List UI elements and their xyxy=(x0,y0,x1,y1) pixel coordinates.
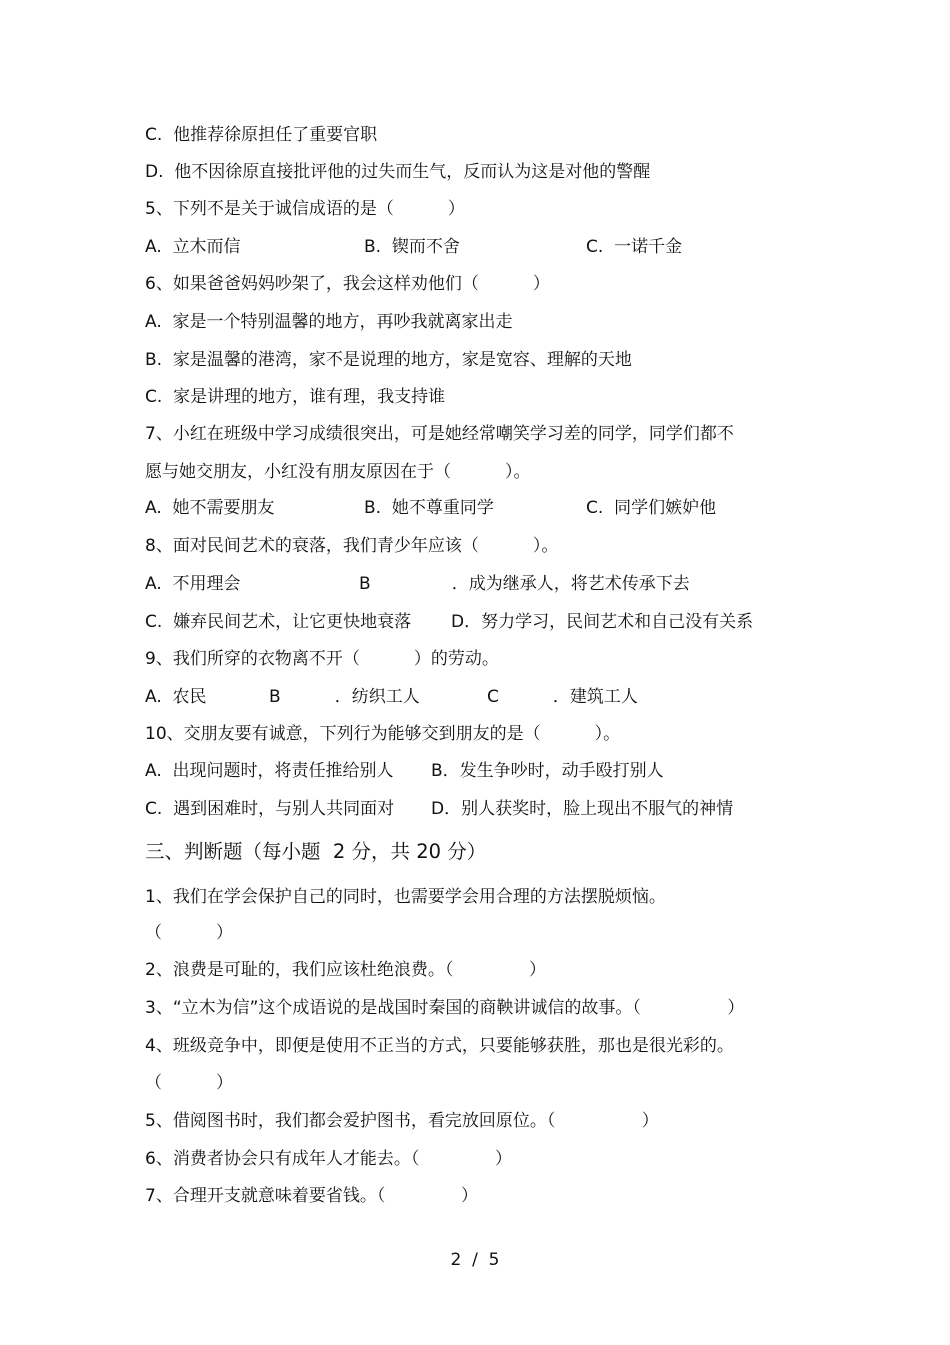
option-text: B. 锲而不舍 xyxy=(364,237,460,257)
text-line: 10、交朋友要有诚意，下列行为能够交到朋友的是（ ）。 xyxy=(145,724,621,744)
text-line: 2、浪费是可耻的，我们应该杜绝浪费。（ ） xyxy=(145,960,546,980)
section-heading: 三、判断题（每小题 2 分，共 20 分） xyxy=(145,840,487,863)
option-text: C. 嫌弃民间艺术，让它更快地衰落 xyxy=(145,612,412,632)
text-line: 6、如果爸爸妈妈吵架了，我会这样劝他们（ ） xyxy=(145,274,550,294)
text-line: 9、我们所穿的衣物离不开（ ）的劳动。 xyxy=(145,649,499,669)
text-line: 5、下列不是关于诚信成语的是（ ） xyxy=(145,199,465,219)
option-text: C. 遇到困难时，与别人共同面对 xyxy=(145,799,395,819)
text-line: 5、借阅图书时，我们都会爱护图书，看完放回原位。（ ） xyxy=(145,1111,659,1131)
text-line: 7、小红在班级中学习成绩很突出，可是她经常嘲笑学习差的同学，同学们都不 xyxy=(145,424,734,444)
text-line: B. 家是温馨的港湾，家不是说理的地方，家是宽容、理解的天地 xyxy=(145,350,632,370)
option-text: A. 立木而信 xyxy=(145,237,241,257)
text-line: D. 他不因徐原直接批评他的过失而生气，反而认为这是对他的警醒 xyxy=(145,162,651,182)
option-text: C. 一诺千金 xyxy=(586,237,683,257)
option-text: D．努力学习，民间艺术和自己没有关系 xyxy=(451,612,754,632)
text-line: 6、消费者协会只有成年人才能去。（ ） xyxy=(145,1149,512,1169)
option-text: A. 她不需要朋友 xyxy=(145,498,275,518)
text-line: A. 家是一个特别温馨的地方，再吵我就离家出走 xyxy=(145,312,513,332)
text-line: 3、“立木为信”这个成语说的是战国时秦国的商鞅讲诚信的故事。（ ） xyxy=(145,998,745,1018)
option-text: A. 不用理会 xyxy=(145,574,241,594)
text-line: C. 家是讲理的地方，谁有理，我支持谁 xyxy=(145,387,446,407)
option-text: D．别人获奖时，脸上现出不服气的神情 xyxy=(431,799,734,819)
text-line: 8、面对民间艺术的衰落，我们青少年应该（ ）。 xyxy=(145,536,559,556)
text-line: 愿与她交朋友，小红没有朋友原因在于（ ）。 xyxy=(145,462,531,482)
option-text: A. 农民 xyxy=(145,687,207,707)
option-text: C. 同学们嫉妒他 xyxy=(586,498,717,518)
text-line: 4、班级竞争中，即便是使用不正当的方式，只要能够获胜，那也是很光彩的。 xyxy=(145,1036,734,1056)
text-line: 7、合理开支就意味着要省钱。（ ） xyxy=(145,1186,478,1206)
option-text: B ．纺织工人 xyxy=(269,687,420,707)
option-text: C ．建筑工人 xyxy=(487,687,638,707)
text-line: 1、我们在学会保护自己的同时，也需要学会用合理的方法摆脱烦恼。 xyxy=(145,887,666,907)
text-line: （ ） xyxy=(145,1073,234,1093)
option-text: B．发生争吵时，动手殴打别人 xyxy=(431,761,664,781)
page-number: 2 / 5 xyxy=(450,1250,500,1270)
option-text: B. 她不尊重同学 xyxy=(364,498,494,518)
text-line: C. 他推荐徐原担任了重要官职 xyxy=(145,125,378,145)
option-text: B ．成为继承人，将艺术传承下去 xyxy=(359,574,690,594)
option-text: A. 出现问题时，将责任推给别人 xyxy=(145,761,394,781)
text-line: （ ） xyxy=(145,923,234,943)
